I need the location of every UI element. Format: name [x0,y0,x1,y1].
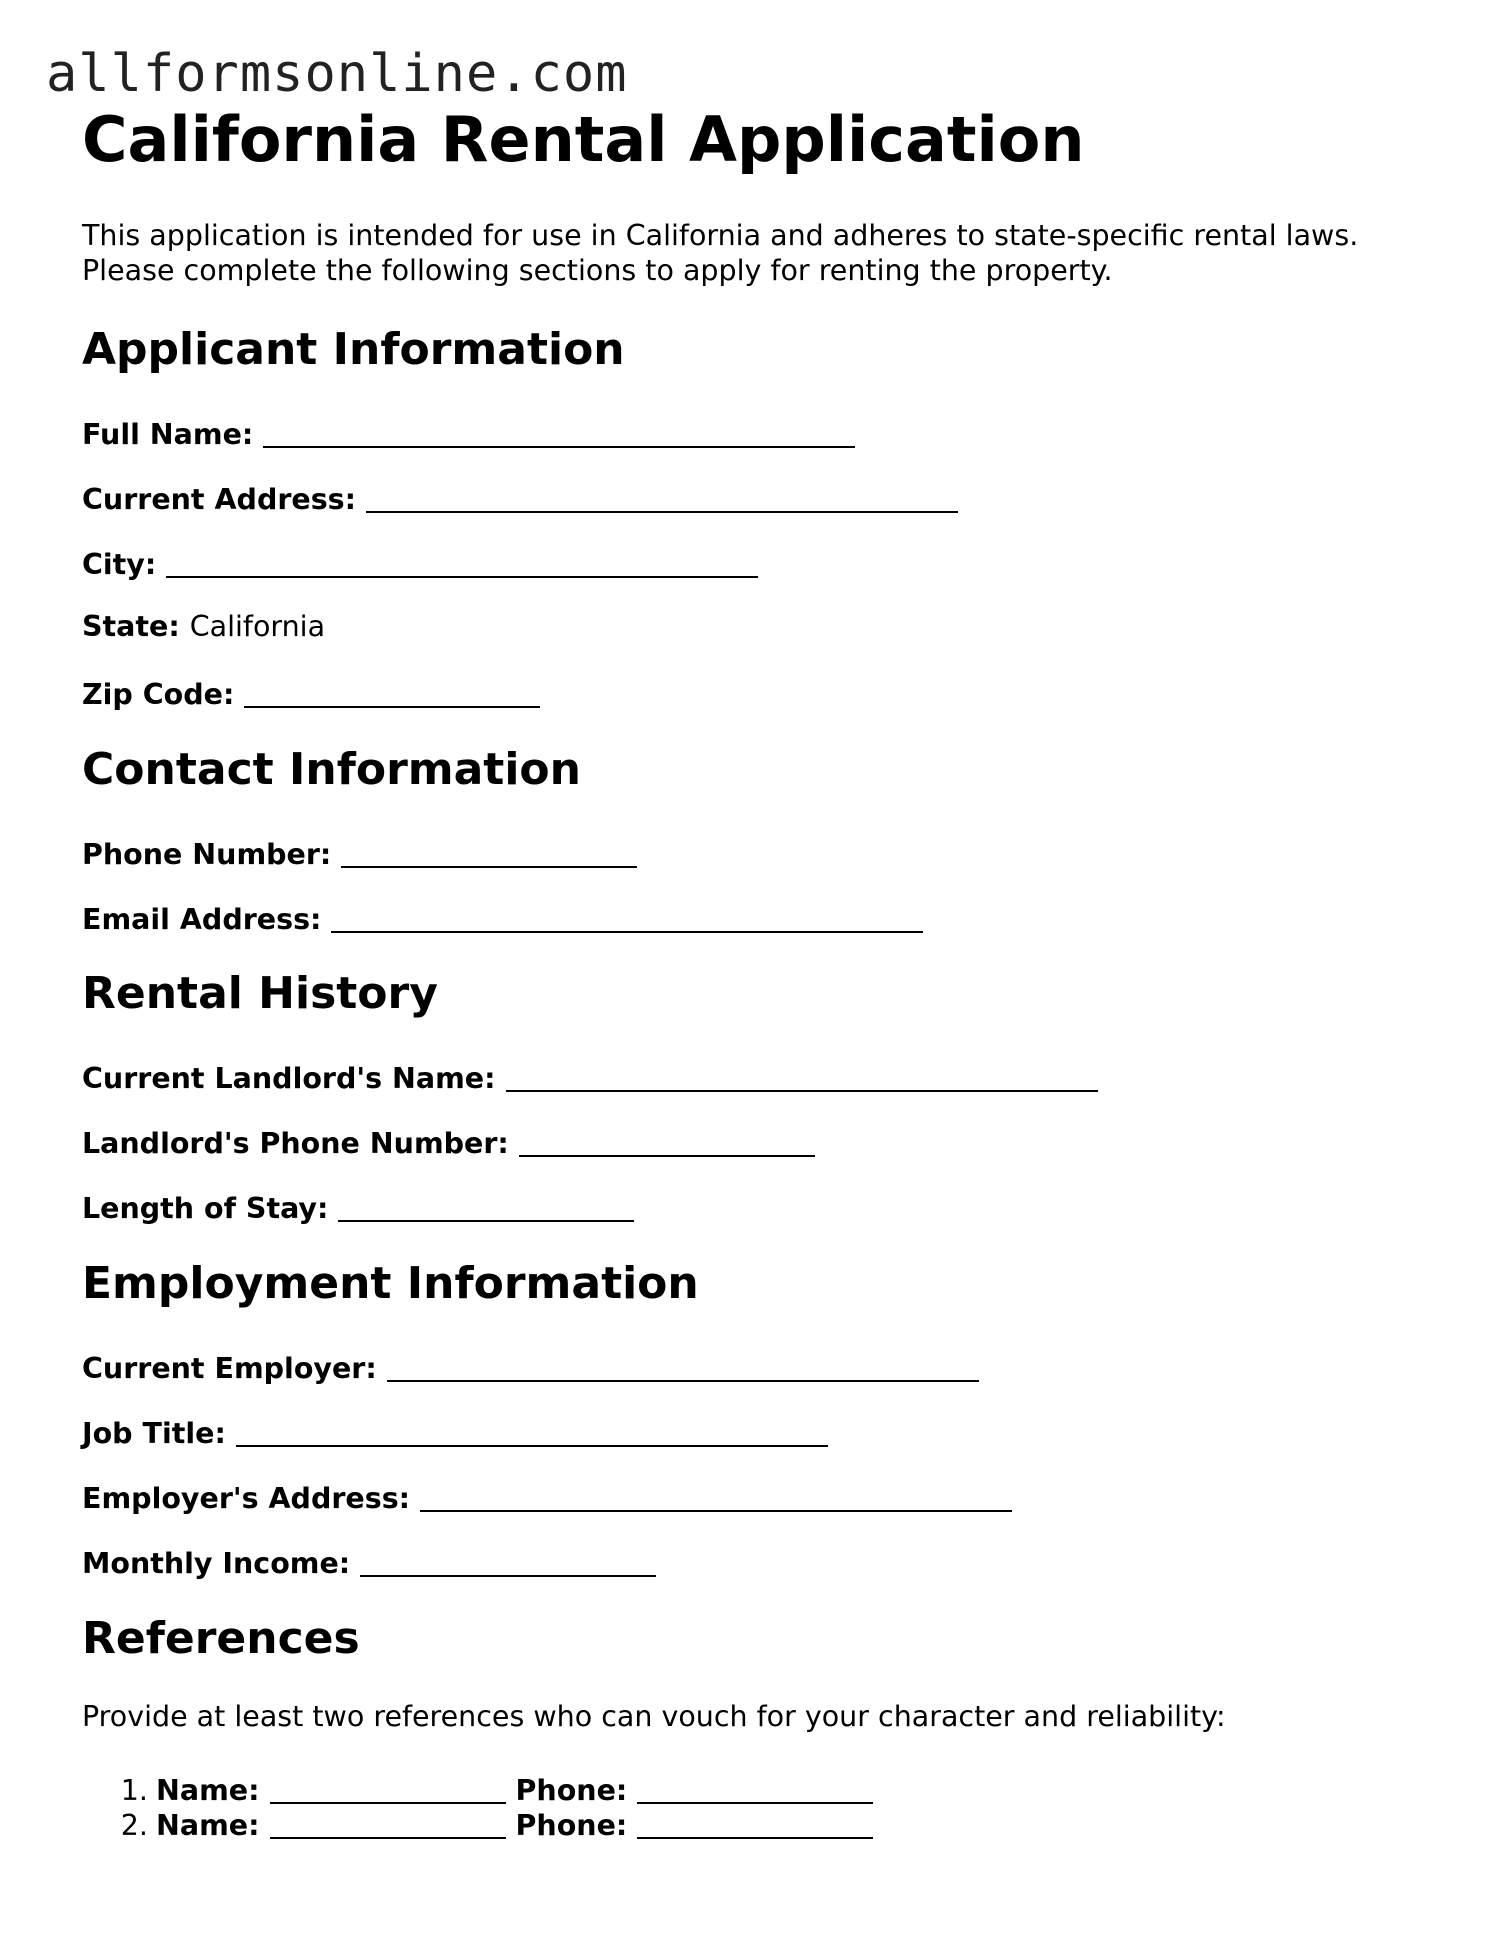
reference-item-2 [82,1808,873,1843]
current-address-field [82,483,958,515]
current-address-blank[interactable] [366,487,958,513]
reference-phone-label: Phone: [515,1809,628,1842]
email-address-label: Email Address: [82,903,322,936]
email-address-blank[interactable] [331,907,923,933]
landlord-phone-label: Landlord's Phone Number: [82,1127,509,1160]
job-title-blank[interactable] [236,1421,828,1447]
landlord-name-label: Current Landlord's Name: [82,1062,496,1095]
job-title-label: Job Title: [82,1417,226,1450]
section-heading-rental-history: Rental History [82,968,438,1019]
landlord-phone-field [82,1127,815,1159]
state-value: California [189,610,326,643]
reference-number: 2. [120,1809,148,1842]
reference-name-label: Name: [156,1774,260,1807]
full-name-field [82,418,855,450]
zip-code-field [82,678,540,710]
reference-number: 1. [120,1774,148,1807]
intro-line-2: Please complete the following sections to apply for renting the property. [82,254,1113,287]
city-field [82,548,758,580]
landlord-name-field [82,1062,1098,1094]
phone-number-blank[interactable] [341,842,637,868]
length-of-stay-field [82,1192,634,1224]
length-of-stay-blank[interactable] [338,1196,634,1222]
employer-address-field [82,1482,1012,1514]
reference-1-name-blank[interactable] [270,1778,506,1804]
phone-number-label: Phone Number: [82,838,332,871]
reference-name-label: Name: [156,1809,260,1842]
length-of-stay-label: Length of Stay: [82,1192,329,1225]
city-blank[interactable] [166,552,758,578]
intro-line-1: This application is intended for use in California and adheres to state-specific rental laws. [82,219,1359,252]
current-employer-label: Current Employer: [82,1352,377,1385]
monthly-income-label: Monthly Income: [82,1547,351,1580]
reference-2-name-blank[interactable] [270,1813,506,1839]
references-intro: Provide at least two references who can vouch for your character and reliability: [82,1700,1226,1733]
monthly-income-field [82,1547,656,1579]
references-list [82,1773,873,1843]
reference-phone-label: Phone: [515,1774,628,1807]
landlord-phone-blank[interactable] [519,1131,815,1157]
intro-paragraph [82,218,1482,288]
city-label: City: [82,548,157,581]
current-employer-blank[interactable] [387,1356,979,1382]
current-employer-field [82,1352,979,1384]
section-heading-applicant: Applicant Information [82,324,625,375]
full-name-blank[interactable] [263,422,855,448]
current-address-label: Current Address: [82,483,357,516]
email-address-field [82,903,923,935]
phone-number-field [82,838,637,870]
watermark: allformsonline.com [46,44,628,104]
zip-code-label: Zip Code: [82,678,235,711]
landlord-name-blank[interactable] [506,1066,1098,1092]
section-heading-employment: Employment Information [82,1258,699,1309]
reference-item-1 [82,1773,873,1808]
monthly-income-blank[interactable] [360,1551,656,1577]
employer-address-label: Employer's Address: [82,1482,411,1515]
employer-address-blank[interactable] [420,1486,1012,1512]
job-title-field [82,1417,828,1449]
state-label: State: [82,610,180,643]
full-name-label: Full Name: [82,418,254,451]
reference-1-phone-blank[interactable] [637,1778,873,1804]
section-heading-contact: Contact Information [82,744,581,795]
zip-code-blank[interactable] [244,682,540,708]
state-field [82,610,326,643]
section-heading-references: References [82,1613,360,1664]
page-title: California Rental Application [82,103,1085,176]
reference-2-phone-blank[interactable] [637,1813,873,1839]
